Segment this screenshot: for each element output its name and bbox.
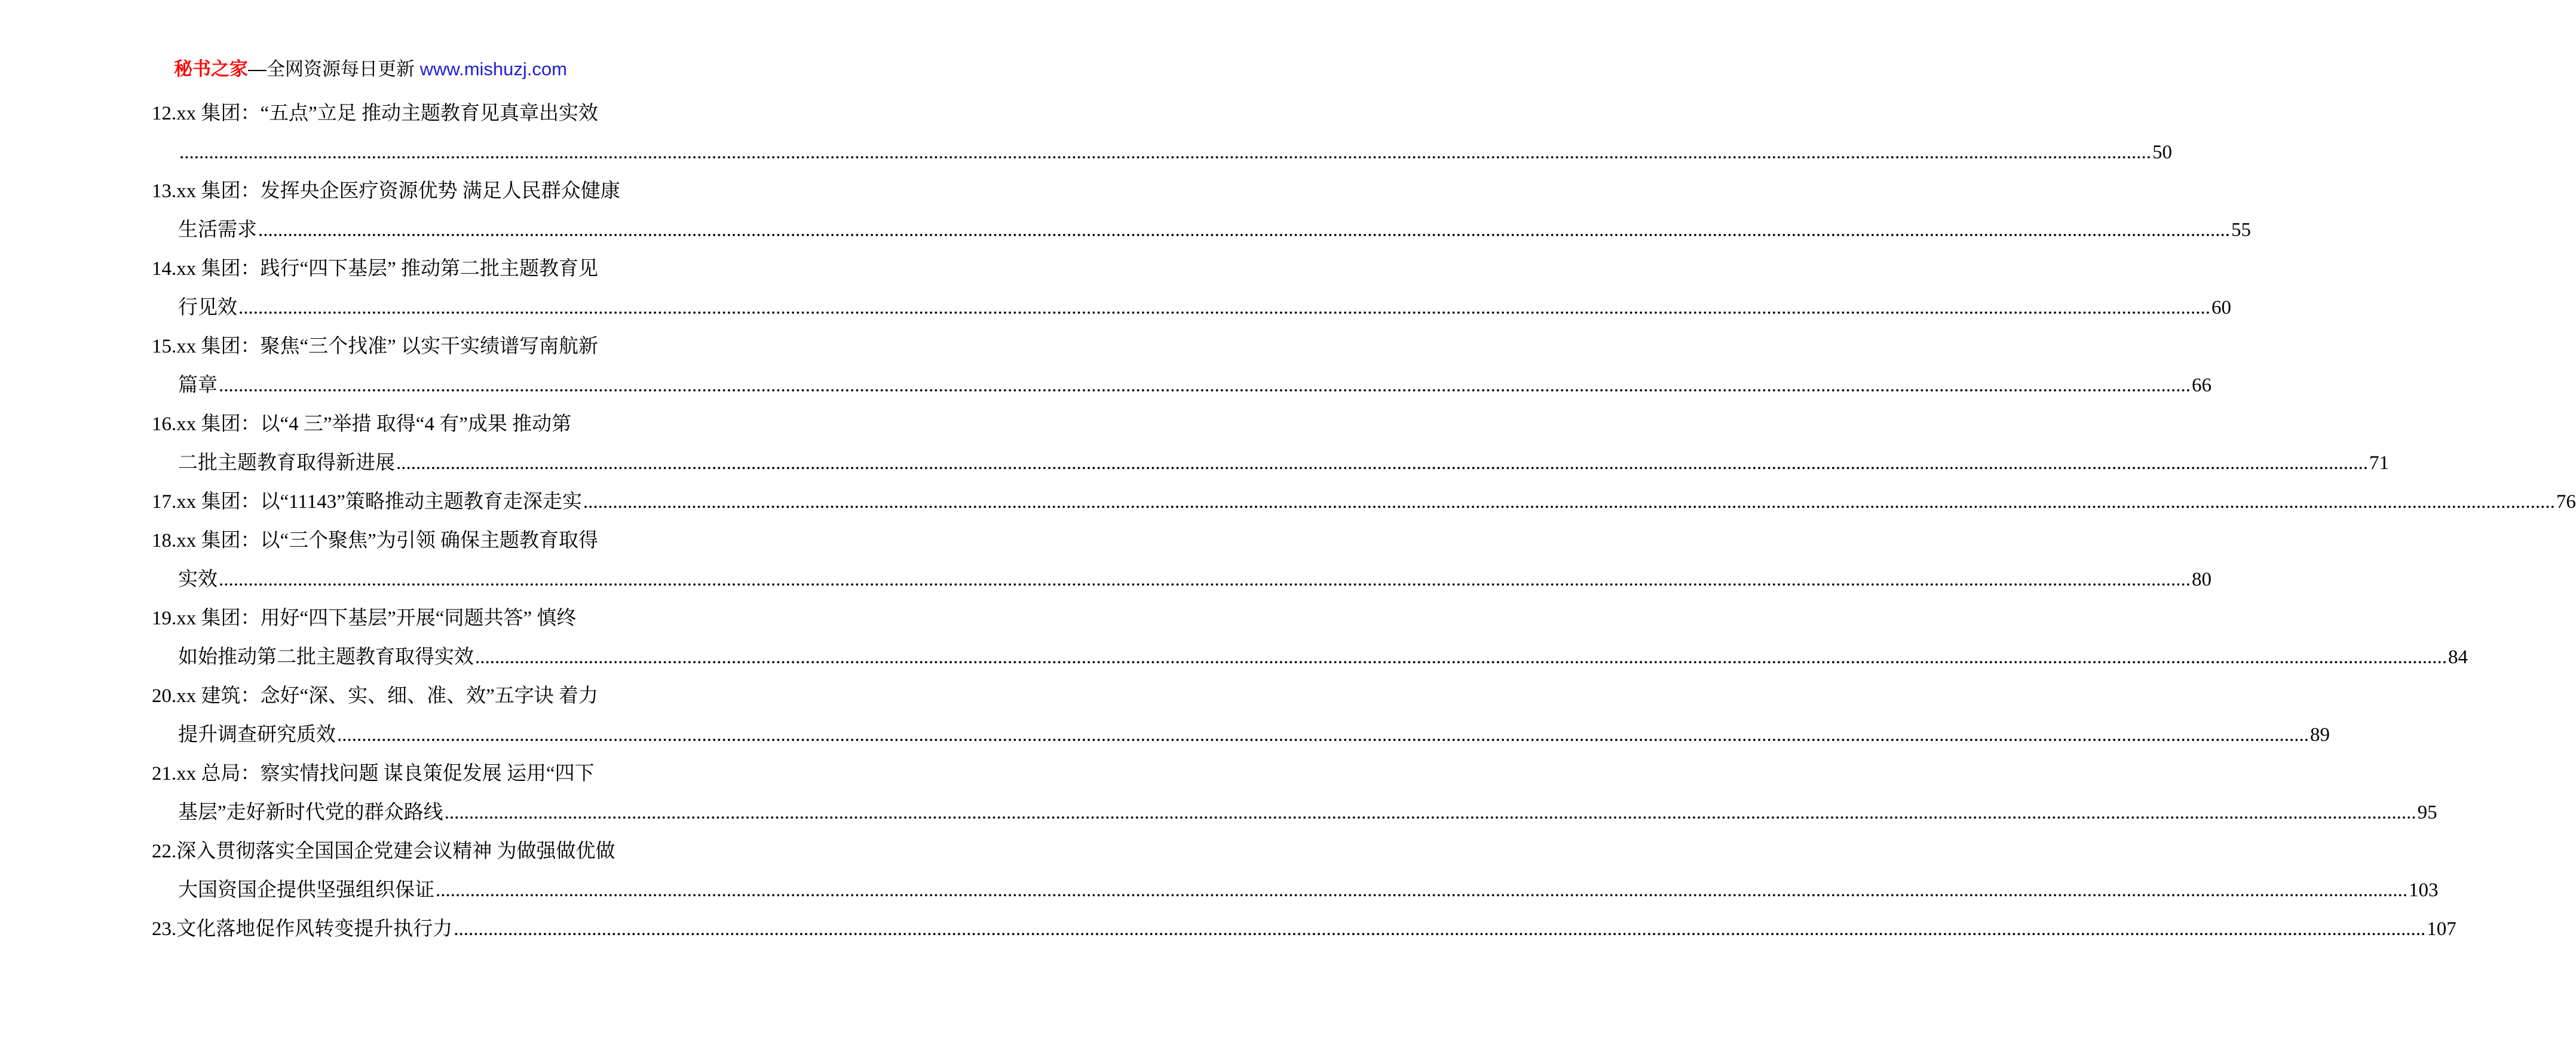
- toc-dot-leader: ................................................................................................................................................................................................................................................................................................................................................................................................................: [454, 918, 2426, 940]
- site-url[interactable]: www.mishuzj.com: [419, 59, 567, 79]
- toc-page-number: 107: [2427, 918, 2456, 940]
- toc-page-number: 76: [2556, 491, 2576, 513]
- toc-entry-line: [152, 405, 628, 444]
- toc-entry-title: xx 总局：察实情找问题 谋良策促发展 运用“四下: [176, 763, 595, 785]
- toc-entry-title: 文化落地促作风转变提升执行力: [176, 918, 453, 940]
- toc-page-number: 103: [2409, 880, 2439, 901]
- toc-entry-title: xx 集团：以“三个聚焦”为引领 确保主题教育取得: [176, 530, 599, 551]
- toc-page-number: 66: [2192, 375, 2211, 396]
- toc-entry[interactable]: [152, 755, 2437, 832]
- toc-page-number: 95: [2417, 802, 2437, 823]
- toc-entry-title-continued: 如始推动第二批主题教育取得实效: [178, 646, 474, 668]
- toc-entry-title: xx 集团：以“11143”策略推动主题教育走深走实: [176, 491, 582, 513]
- toc-entry-number: 20.: [152, 685, 177, 707]
- toc-entry-line: [152, 366, 2211, 405]
- toc-page-number: 89: [2310, 724, 2330, 746]
- toc-dot-leader: ................................................................................................................................................................................................................................................................................................................................................................................................................: [337, 724, 2309, 746]
- toc-entry-line: [152, 793, 2437, 832]
- toc-entry-line: [152, 483, 2576, 522]
- toc-entry-line: [152, 444, 2389, 483]
- toc-entry-title-continued: 实效: [178, 569, 218, 590]
- toc-entry-line: [152, 94, 628, 133]
- toc-page-number: 50: [2152, 142, 2172, 163]
- toc-entry-line: [152, 560, 2211, 599]
- toc-entry-line: [152, 871, 2439, 910]
- toc-entry-line: [152, 522, 628, 560]
- toc-entry-line: [152, 327, 628, 366]
- toc-entry-title-continued: 篇章: [178, 375, 218, 396]
- toc-entry-title: 深入贯彻落实全国国企党建会议精神 为做强做优做: [176, 841, 615, 862]
- toc-dot-leader: ................................................................................................................................................................................................................................................................................................................................................................................................................: [436, 880, 2407, 901]
- toc-entry-line: [152, 133, 2172, 172]
- toc-page-number: 80: [2192, 569, 2211, 590]
- toc-entry[interactable]: [152, 327, 2211, 405]
- toc-entry-title-continued: 生活需求: [178, 219, 257, 241]
- toc-entry-title-continued: 行见效: [178, 297, 237, 318]
- toc-entry-title-continued: 提升调查研究质效: [178, 724, 336, 746]
- site-brand: 秘书之家: [174, 59, 249, 79]
- toc-entry-title: xx 集团：聚焦“三个找准” 以实干实绩谱写南航新: [176, 336, 599, 357]
- toc-entry-title-continued: 基层”走好新时代党的群众路线: [178, 802, 443, 823]
- toc-dot-leader: ................................................................................................................................................................................................................................................................................................................................................................................................................: [238, 297, 2210, 318]
- toc-entry[interactable]: [152, 405, 2389, 483]
- toc-entry-number: 13.: [152, 180, 177, 202]
- toc-entry-number: 12.: [152, 103, 177, 124]
- toc-entry-number: 22.: [152, 841, 177, 862]
- toc-entry[interactable]: [152, 522, 2211, 599]
- toc-page-number: 55: [2231, 219, 2251, 241]
- toc-dot-leader: ................................................................................................................................................................................................................................................................................................................................................................................................................: [444, 802, 2416, 823]
- toc-entry-title: xx 集团：用好“四下基层”开展“同题共答” 慎终: [176, 608, 577, 629]
- toc-entry-line: [152, 677, 628, 716]
- toc-entry-line: [152, 599, 628, 638]
- table-of-contents: [152, 94, 2576, 949]
- toc-entry[interactable]: [152, 677, 2330, 755]
- toc-entry-line: [152, 910, 2456, 949]
- toc-dot-leader: ................................................................................................................................................................................................................................................................................................................................................................................................................: [258, 219, 2230, 241]
- toc-entry-number: 17.: [152, 491, 177, 513]
- toc-entry-number: 19.: [152, 608, 177, 629]
- toc-entry-number: 16.: [152, 413, 177, 435]
- toc-page-number: 71: [2369, 452, 2389, 474]
- toc-entry-line: [152, 289, 2231, 327]
- toc-entry-number: 15.: [152, 336, 177, 357]
- toc-dot-leader: ................................................................................................................................................................................................................................................................................................................................................................................................................: [219, 375, 2191, 396]
- toc-entry-title: xx 建筑：念好“深、实、细、准、效”五字诀 着力: [176, 685, 599, 707]
- toc-entry[interactable]: [152, 599, 2468, 677]
- toc-entry-line: [152, 832, 628, 871]
- toc-dot-leader: ................................................................................................................................................................................................................................................................................................................................................................................................................: [396, 452, 2368, 474]
- toc-entry-line: [152, 638, 2468, 677]
- toc-entry[interactable]: [152, 483, 2576, 522]
- toc-entry-title: xx 集团：“五点”立足 推动主题教育见真章出实效: [176, 103, 599, 124]
- toc-page-number: 60: [2211, 297, 2231, 318]
- toc-entry[interactable]: [152, 250, 2231, 327]
- toc-page-number: 84: [2448, 646, 2468, 668]
- toc-entry-line: [152, 172, 628, 211]
- toc-entry[interactable]: [152, 94, 2172, 172]
- toc-entry[interactable]: [152, 172, 2251, 250]
- toc-dot-leader: ................................................................................................................................................................................................................................................................................................................................................................................................................: [179, 142, 2151, 163]
- toc-entry-title: xx 集团：践行“四下基层” 推动第二批主题教育见: [176, 258, 599, 280]
- toc-entry-title: xx 集团：以“4 三”举措 取得“4 有”成果 推动第: [176, 413, 572, 435]
- toc-dot-leader: ................................................................................................................................................................................................................................................................................................................................................................................................................: [219, 569, 2191, 590]
- toc-entry-title: xx 集团：发挥央企医疗资源优势 满足人民群众健康: [176, 180, 620, 202]
- toc-entry-number: 14.: [152, 258, 177, 280]
- toc-entry-title-continued: 二批主题教育取得新进展: [178, 452, 395, 474]
- toc-entry-number: 21.: [152, 763, 177, 785]
- toc-entry-number: 18.: [152, 530, 177, 551]
- toc-dot-leader: ................................................................................................................................................................................................................................................................................................................................................................................................................: [475, 646, 2447, 668]
- toc-dot-leader: ................................................................................................................................................................................................................................................................................................................................................................................................................: [583, 491, 2555, 513]
- toc-entry-line: [152, 211, 2251, 250]
- toc-entry-line: [152, 716, 2330, 755]
- toc-entry-title-continued: 大国资国企提供坚强组织保证: [178, 880, 434, 901]
- site-slogan: —全网资源每日更新: [248, 59, 415, 79]
- toc-entry[interactable]: [152, 832, 2439, 910]
- page-header: [0, 57, 741, 81]
- toc-entry-line: [152, 755, 628, 793]
- toc-entry-line: [152, 250, 628, 289]
- toc-entry[interactable]: [152, 910, 2456, 949]
- toc-entry-number: 23.: [152, 918, 177, 940]
